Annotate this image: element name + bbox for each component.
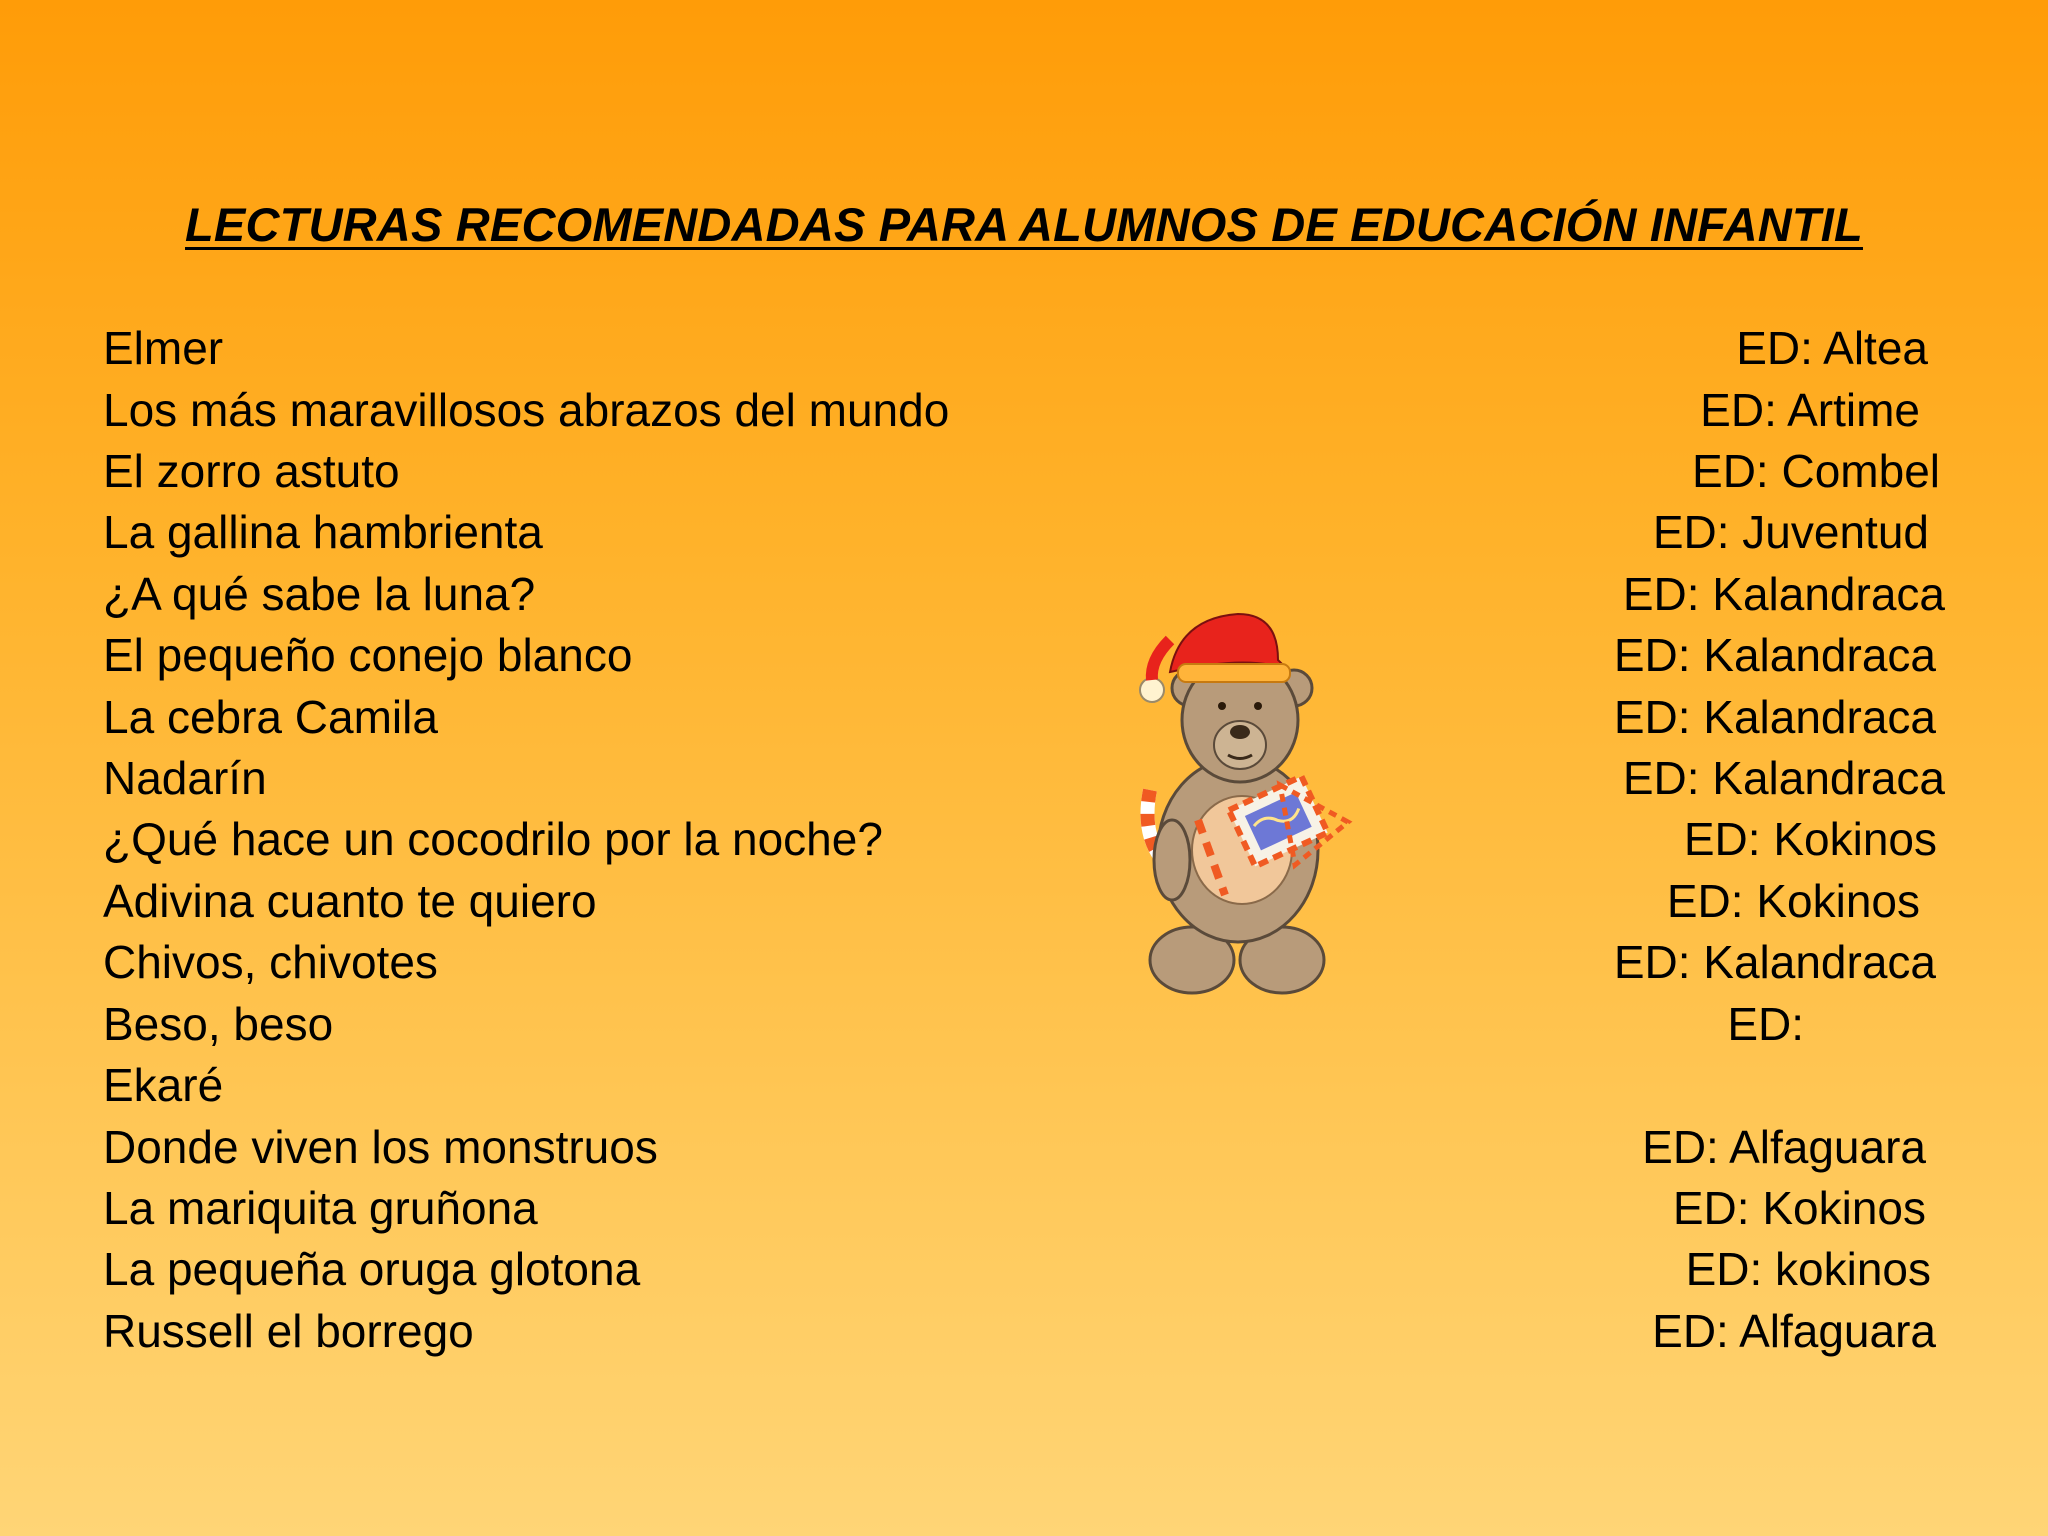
book-publisher: ED: Kokinos	[1683, 813, 1937, 865]
book-title: El pequeño conejo blanco	[103, 629, 633, 681]
book-publisher: ED: Combel	[1692, 445, 1940, 497]
book-publisher: ED: Kokinos	[1666, 875, 1920, 927]
teddy-bear-santa-hat-icon	[1130, 610, 1370, 1005]
book-title: Donde viven los monstruos	[103, 1121, 658, 1173]
book-title: Chivos, chivotes	[103, 936, 438, 988]
book-title: La mariquita gruñona	[103, 1182, 538, 1234]
book-title: Los más maravillosos abrazos del mundo	[103, 384, 950, 436]
book-title: La cebra Camila	[103, 691, 438, 743]
book-title: ¿Qué hace un cocodrilo por la noche?	[103, 813, 883, 865]
book-title: Beso, beso	[103, 998, 334, 1050]
book-publisher: ED: Kalandraca	[1613, 936, 1936, 988]
book-publisher: ED:	[1727, 998, 1804, 1050]
book-title: La gallina hambrienta	[103, 506, 543, 558]
book-title: Elmer	[103, 322, 224, 374]
book-title: Nadarín	[103, 752, 267, 804]
book-title: Russell el borrego	[103, 1305, 474, 1357]
book-publisher: ED: Alfaguara	[1652, 1305, 1936, 1357]
book-publisher: ED: Kokinos	[1672, 1182, 1926, 1234]
book-publisher: ED: Kalandraca	[1622, 568, 1945, 620]
book-publisher: ED: Altea	[1736, 322, 1928, 374]
book-title: Ekaré	[103, 1059, 224, 1111]
book-title: El zorro astuto	[103, 445, 400, 497]
book-publisher: ED: Kalandraca	[1613, 629, 1936, 681]
book-publisher: ED: Artime	[1700, 384, 1920, 436]
book-title: La pequeña oruga glotona	[103, 1243, 641, 1295]
book-publisher: ED: Juventud	[1652, 506, 1929, 558]
book-title: Adivina cuanto te quiero	[103, 875, 597, 927]
slide-title: LECTURAS RECOMENDADAS PARA ALUMNOS DE EDUCACIÓN INFANTIL	[185, 198, 1863, 251]
book-publisher: ED: Kalandraca	[1613, 691, 1936, 743]
book-publisher: ED: Kalandraca	[1622, 752, 1945, 804]
book-publisher: ED: kokinos	[1685, 1243, 1931, 1295]
book-title: ¿A qué sabe la luna?	[103, 568, 536, 620]
book-publisher: ED: Alfaguara	[1642, 1121, 1926, 1173]
